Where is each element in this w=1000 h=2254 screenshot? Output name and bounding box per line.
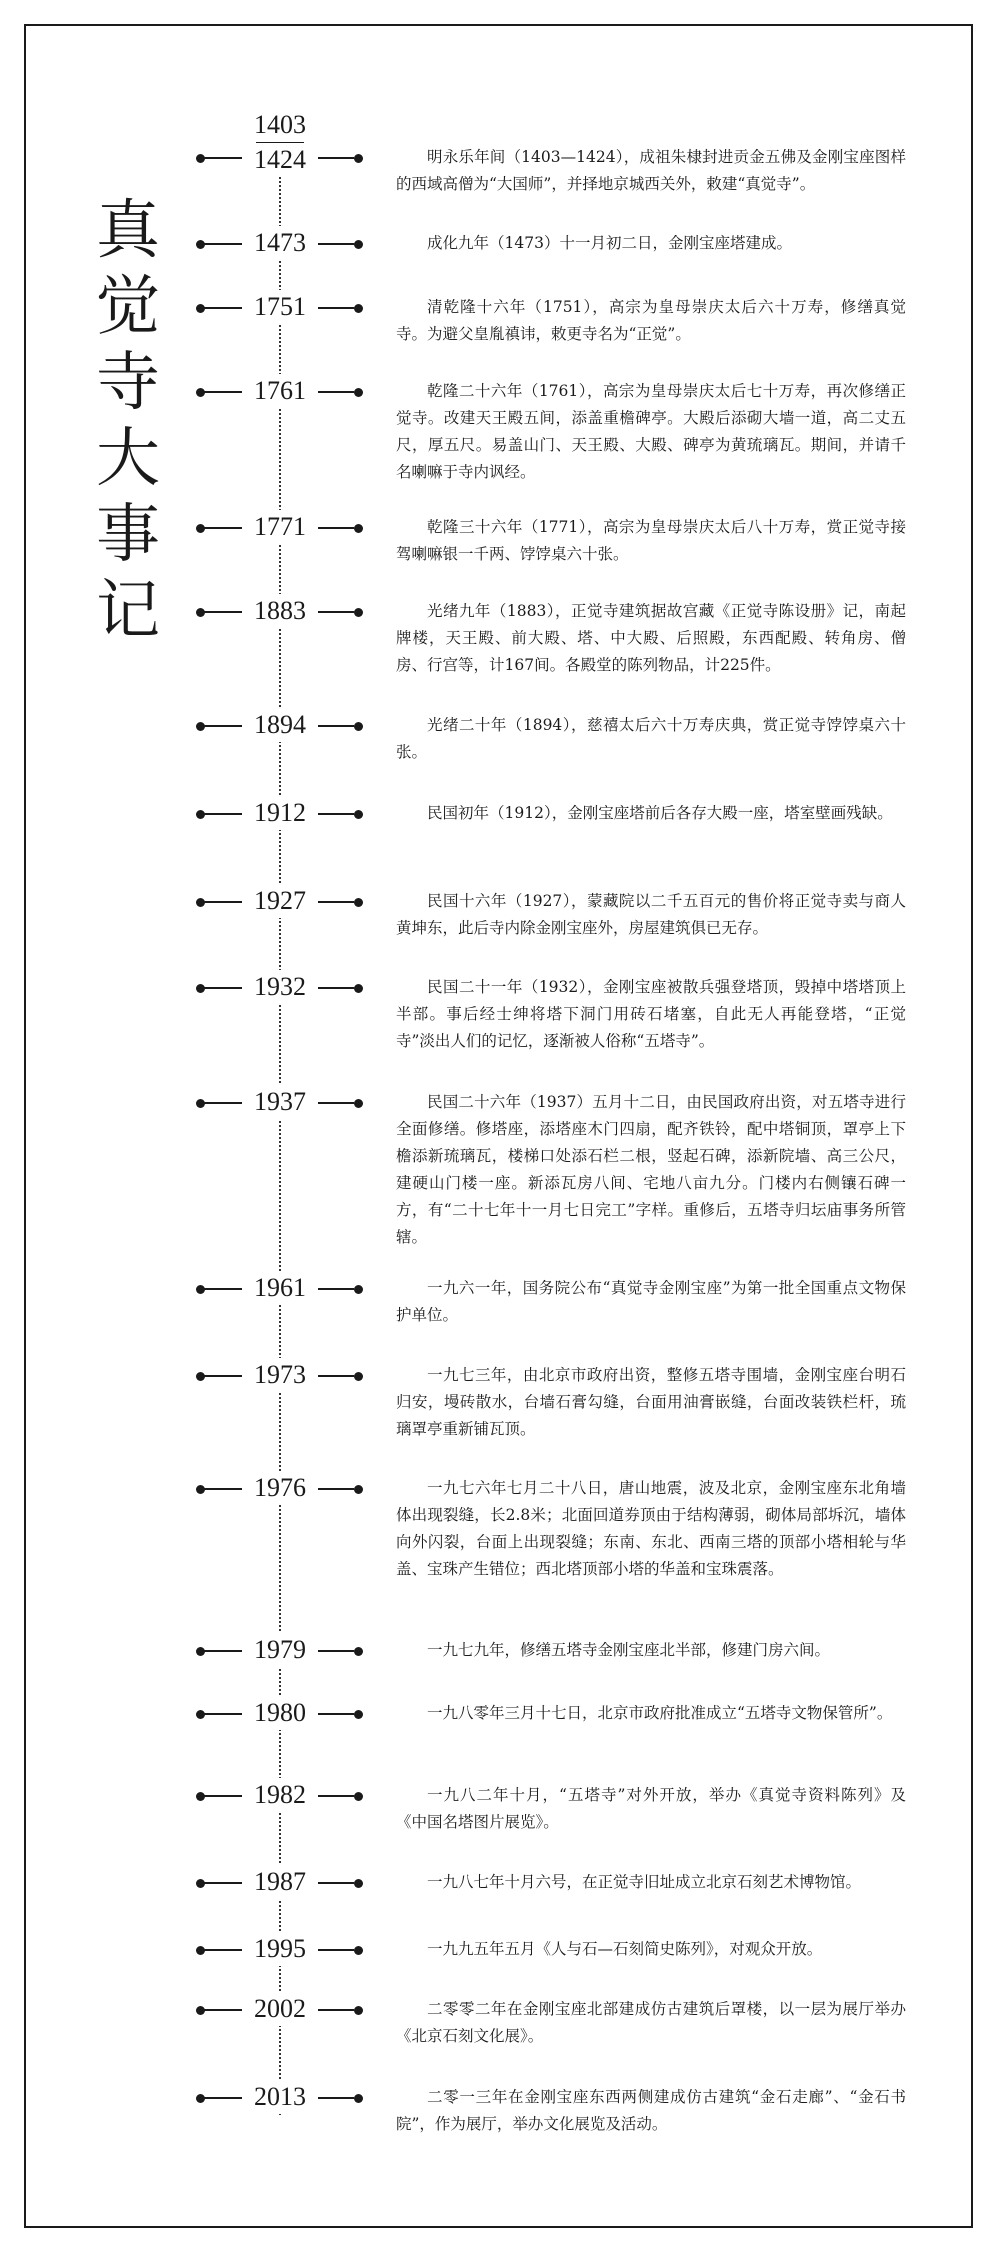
event-year: 1932	[243, 970, 317, 1004]
event-year: 1976	[243, 1471, 317, 1505]
timeline-dash-left	[204, 901, 242, 903]
timeline-dot-right	[354, 722, 363, 731]
timeline-dash-left	[204, 1102, 242, 1104]
timeline-dot-right	[354, 2006, 363, 2015]
timeline-dot-right	[354, 984, 363, 993]
event-year: 1912	[243, 796, 317, 830]
timeline-dash-right	[318, 1375, 354, 1377]
timeline-dash-left	[204, 243, 242, 245]
year-range-separator	[256, 142, 304, 143]
event-description: 一九七九年，修缮五塔寺金刚宝座北半部，修建门房六间。	[427, 1641, 831, 1659]
event-description: 一九九五年五月《人与石—石刻简史陈列》，对观众开放。	[427, 1940, 823, 1958]
timeline-dash-left	[204, 1650, 242, 1652]
event-description: 一九八二年十月，“五塔寺”对外开放，举办《真觉寺资料陈列》及《中国名塔图片展览》。	[396, 1786, 906, 1831]
event-year: 2002	[243, 1992, 317, 2026]
timeline-dash-left	[204, 1375, 242, 1377]
timeline-dot-right	[354, 898, 363, 907]
event-description: 乾隆二十六年（1761），高宗为皇母崇庆太后七十万寿，再次修缮正觉寺。改建天王殿五间，添盖重檐碑亭。大殿后添砌大墙一道，高二丈五尺，厚五尺。易盖山门、天王殿、大殿、碑亭为黄琉璃瓦。期间，并请千名喇嘛于寺内讽经。	[396, 382, 906, 481]
event-description: 乾隆三十六年（1771），高宗为皇母崇庆太后八十万寿，赏正觉寺接驾喇嘛银一千两、饽饽桌六十张。	[396, 518, 906, 563]
event-description: 二零零二年在金刚宝座北部建成仿古建筑后罩楼，以一层为展厅举办《北京石刻文化展》。	[396, 2000, 906, 2045]
timeline-dash-left	[204, 2009, 242, 2011]
event-description: 成化九年（1473）十一月初二日，金刚宝座塔建成。	[427, 234, 792, 252]
event-year: 1937	[243, 1085, 317, 1119]
timeline-dot-right	[354, 1710, 363, 1719]
timeline-dash-right	[318, 1288, 354, 1290]
timeline-dash-left	[204, 725, 242, 727]
event-year: 1979	[243, 1633, 317, 1667]
event-description: 二零一三年在金刚宝座东西两侧建成仿古建筑“金石走廊”、“金石书院”，作为展厅，举办文化展览及活动。	[396, 2088, 906, 2133]
timeline-dash-right	[318, 1713, 354, 1715]
timeline-dash-left	[204, 1882, 242, 1884]
timeline-dash-right	[318, 901, 354, 903]
event-description: 民国十六年（1927），蒙藏院以二千五百元的售价将正觉寺卖与商人黄坤东，此后寺内除金刚宝座外，房屋建筑俱已无存。	[396, 892, 906, 937]
timeline-dash-left	[204, 611, 242, 613]
timeline-dash-right	[318, 1795, 354, 1797]
timeline-dash-left	[204, 1288, 242, 1290]
timeline-dash-right	[318, 725, 354, 727]
event-year: 1927	[243, 884, 317, 918]
event-description: 一九六一年，国务院公布“真觉寺金刚宝座”为第一批全国重点文物保护单位。	[396, 1279, 906, 1324]
timeline-dot-right	[354, 1485, 363, 1494]
event-description: 一九七三年，由北京市政府出资，整修五塔寺围墙，金刚宝座台明石归安，墁砖散水，台墙石膏勾缝，台面用油膏嵌缝，台面改装铁栏杆，琉璃罩亭重新铺瓦顶。	[396, 1366, 906, 1438]
event-year: 1771	[243, 510, 317, 544]
event-description: 一九八零年三月十七日，北京市政府批准成立“五塔寺文物保管所”。	[427, 1704, 893, 1722]
timeline-dot-right	[354, 524, 363, 533]
event-year: 1894	[243, 708, 317, 742]
page-title: 真 觉 寺 大 事 记	[96, 193, 160, 648]
timeline-dash-right	[318, 1102, 354, 1104]
event-description: 明永乐年间（1403—1424），成祖朱棣封进贡金五佛及金刚宝座图样的西域高僧为“大国师”，并择地京城西关外，敕建“真觉寺”。	[396, 148, 906, 193]
timeline-dash-left	[204, 527, 242, 529]
timeline-dash-right	[318, 527, 354, 529]
timeline-dash-right	[318, 307, 354, 309]
event-year: 1987	[243, 1865, 317, 1899]
event-year: 1403 1424	[243, 108, 317, 177]
event-description: 一九八七年十月六号，在正觉寺旧址成立北京石刻艺术博物馆。	[427, 1873, 862, 1891]
timeline-dash-left	[204, 391, 242, 393]
event-description: 民国初年（1912），金刚宝座塔前后各存大殿一座，塔室壁画残缺。	[427, 804, 893, 822]
event-year: 2013	[243, 2080, 317, 2114]
timeline-dot-right	[354, 388, 363, 397]
timeline-dash-right	[318, 1650, 354, 1652]
event-year: 1973	[243, 1358, 317, 1392]
event-year: 1473	[243, 226, 317, 260]
timeline-dot-right	[354, 2094, 363, 2103]
timeline-dash-left	[204, 157, 242, 159]
event-description: 民国二十六年（1937）五月十二日，由民国政府出资，对五塔寺进行全面修缮。修塔座，添塔座木门四扇，配齐铁铃，配中塔铜顶，罩亭上下檐添新琉璃瓦，楼梯口处添石栏二根，竖起石碑，添新院墙、高三公尺，建硬山门楼一座。新添瓦房八间、宅地八亩九分。门楼内右侧镶石碑一方，有“二十七年十一月七日完工”字样。重修后，五塔寺归坛庙事务所管辖。	[396, 1093, 906, 1246]
timeline-dash-left	[204, 2097, 242, 2099]
timeline-dash-right	[318, 2009, 354, 2011]
event-description: 光绪九年（1883），正觉寺建筑据故宫藏《正觉寺陈设册》记，南起牌楼，天王殿、前大殿、塔、中大殿、后照殿，东西配殿、转角房、僧房、行宫等，计167间。各殿堂的陈列物品，计225件。	[396, 602, 906, 674]
event-year: 1761	[243, 374, 317, 408]
event-year: 1980	[243, 1696, 317, 1730]
timeline-dash-right	[318, 611, 354, 613]
timeline-dash-right	[318, 243, 354, 245]
event-description: 一九七六年七月二十八日，唐山地震，波及北京，金刚宝座东北角墙体出现裂缝，长2.8米；北面回道券顶由于结构薄弱，砌体局部坼沉，墙体向外闪裂，台面上出现裂缝；东南、东北、西南三塔的顶部小塔相轮与华盖、宝珠产生错位；西北塔顶部小塔的华盖和宝珠震落。	[396, 1479, 906, 1578]
event-description: 民国二十一年（1932），金刚宝座被散兵强登塔顶，毁掉中塔塔顶上半部。事后经士绅将塔下洞门用砖石堵塞，自此无人再能登塔，“正觉寺”淡出人们的记忆，逐渐被人俗称“五塔寺”。	[396, 978, 906, 1050]
timeline-dash-right	[318, 391, 354, 393]
timeline-line	[279, 140, 281, 2115]
timeline-dot-right	[354, 1879, 363, 1888]
timeline-dot-right	[354, 1372, 363, 1381]
timeline-dot-right	[354, 1647, 363, 1656]
event-year: 1982	[243, 1778, 317, 1812]
timeline-dash-left	[204, 1713, 242, 1715]
timeline-dash-right	[318, 1882, 354, 1884]
event-year: 1995	[243, 1932, 317, 1966]
timeline-dot-right	[354, 608, 363, 617]
timeline-dash-left	[204, 1488, 242, 1490]
timeline-dash-right	[318, 157, 354, 159]
timeline-dot-right	[354, 1946, 363, 1955]
event-description: 光绪二十年（1894），慈禧太后六十万寿庆典，赏正觉寺饽饽桌六十张。	[396, 716, 906, 761]
timeline-dot-right	[354, 154, 363, 163]
timeline-dot-right	[354, 810, 363, 819]
timeline-dash-left	[204, 813, 242, 815]
timeline-dash-right	[318, 1949, 354, 1951]
timeline-dot-right	[354, 1792, 363, 1801]
timeline-dot-right	[354, 1099, 363, 1108]
event-description: 清乾隆十六年（1751），高宗为皇母崇庆太后六十万寿，修缮真觉寺。为避父皇胤禛讳，敕更寺名为“正觉”。	[396, 298, 906, 343]
timeline-dot-right	[354, 304, 363, 313]
timeline-dot-right	[354, 1285, 363, 1294]
event-year: 1961	[243, 1271, 317, 1305]
timeline-dash-right	[318, 987, 354, 989]
event-year: 1883	[243, 594, 317, 628]
timeline-dash-left	[204, 987, 242, 989]
event-year: 1751	[243, 290, 317, 324]
timeline-dash-right	[318, 813, 354, 815]
timeline-dash-right	[318, 2097, 354, 2099]
timeline-dash-left	[204, 307, 242, 309]
timeline-dash-left	[204, 1949, 242, 1951]
timeline-dot-right	[354, 240, 363, 249]
timeline-dash-left	[204, 1795, 242, 1797]
timeline-dash-right	[318, 1488, 354, 1490]
